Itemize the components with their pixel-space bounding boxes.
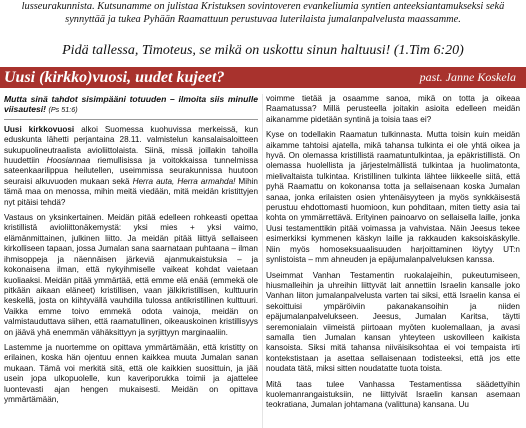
intro-text: lusseurakunnista. Kutsunamme on julistaa Kristuksen sovintoveren evankeliumia syntien anteeksiantamukseksi sekä synnyttää ja tukea Pyhään Raamattuun perustuvaa luterilaista jumalanpalvelusta maassamme. — [21, 1, 505, 25]
paragraph-lead: Uusi kirkkovuosi — [4, 124, 75, 134]
column-divider — [262, 94, 263, 428]
paragraph-text: riemullisissa ja voitokkaissa tunnelmissa sateenkaarilippua heilutellen, useimmissa seurakunnissa huutoon seuraisi alkuvuoden mukaan sekä — [4, 156, 258, 186]
article-title: Uusi (kirkko)vuosi, uudet kujeet? — [4, 69, 225, 86]
article-banner — [0, 67, 526, 88]
paragraph-4: voimme tietää ja osaamme sanoa, mikä on totta ja oikeaa Raamatussa? Millä perusteella joitakin asioita edelleen meidän aikanamme pidetään syntinä ja toisia taas ei? — [266, 94, 520, 124]
paragraph-italic: Hoosiannaa — [46, 156, 91, 166]
paragraph-7: Mitä taas tulee Vanhassa Testamentissa säädettyihin kuolemanrangaistuksiin, ne liittyivät Israelin kansan asemaan teokratiana, Jumalan johtamana (valittuna) kansana. Uu — [266, 379, 520, 410]
quote-reference: (Ps 51:6) — [48, 105, 78, 115]
article-column-left — [4, 94, 258, 428]
motto-verse: Pidä tallessa, Timoteus, se mikä on uskottu sinun haltuusi! (1.Tim 6:20) — [62, 43, 464, 58]
scripture-quote — [4, 94, 258, 120]
paragraph-1 — [4, 125, 258, 208]
paragraph-2: Vastaus on yksinkertainen. Meidän pitää edelleen rohkeasti opettaa kristillistä avioliittonäkemystä: yksi mies + yksi vaimo, elämänmittainen, julkinen liitto. Ja meidän pitää liittyä sellaiseen kirkolliseen tapaan, jossa Jumalan sana saarnataan puhtaana – ilman ihmisoppeja ja näennäisen järkeviä ajanmukaistuksia – ja kokonaisena ilman, että nykyihmiselle vaikeat kohdat vaietaan kuoliaaksi. Meidän pitää ymmärtää, että emme elä enää (emmekä ole pitkään aikaan eläneet) kristillisen, vaan jälkikristillisen, kulttuurin keskellä, josta on kiihtyvällä vauhdilla tulossa antikristillinen kulttuuri. Vaikka emme toivo emmekä odota vainoja, meidän on valmistauduttava siihen, että raamatullinen, oikeauskoinen kristillisyys on jäävä yhä enemmän vähäksittyyn ja syrjittyyn marginaaliin. — [4, 213, 258, 337]
paragraph-text: Mihin tämä maa on menossa, mihin meitä viedään, mitä meidän kristittyjen nyt pitäisi tehdä? — [4, 176, 258, 207]
article-column-right — [266, 94, 520, 428]
paragraph-italic: Herra auta, Herra armahda! — [132, 176, 236, 186]
paragraph-5: Kyse on todellakin Raamatun tulkinnasta. Mutta toisin kuin meidän aikamme tahtoisi ajatella, mikä tahansa tulkinta ei ole yhtä oikea ja hyvä. On olemassa kristillistä raamatuntulkintaa, ja epäkristillistä. On olemassa huolellista ja järjestelmällistä tulkintaa ja huolimatonta, mielivaltaista tulkintaa. Kristillinen tulkinta lähtee liikkeelle siitä, että pyhä Raamattu on kokonansa totta ja sellaisenaan koska Jumalan sanaa, jonka erilaisten osien yhtenäisyyteen ja myös synkkäisestä perustuu ehdottomasti huomioon, kun pohditaan, miten tietty asia tai kohta on ymmärrettävä. Erityinen painoarvo on sellaisella laille, jonka Uusi testamenttikin pitää voimassa ja vahvistaa. Näin Jeesus tekee esimerkiksi kymmenen käskyn laille ja rakkauden kaksoiskäskylle. Niin myös homoseksuaalisuuden harjoittaminen löytyy UT:n synlistoista – mm ahneuden ja epäjumalanpalveluksen kanssa. — [266, 130, 520, 265]
paragraph-3: Lastemme ja nuortemme on opittava ymmärtämään, että kristitty on erilainen, koska hän ojentuu ennen kaikkea muuta Jumalan sanan mukaan. Tämä voi merkitä sitä, että ole kaikkien suosittuin, ja jää usein jopa ulkopuolelle, kun kaveriporukka toimii ja ajattelee luontevasti ajan hengen mukaisesti. Meidän on opittava ymmärtämään, — [4, 342, 258, 404]
paragraph-6: Useimmat Vanhan Testamentin ruokalajeihin, pukeutumiseen, hiusmalleihin ja uhreihin liittyvät lait annettiin Israelin kansalle joko Vanhan liiton jumalanpalvelusta varten tai siksi, että Israelin kansa ei sekoittuisi ympäröiviin pakanakansoihin ja niiden epäjumalanpalvelukseen. Jeesus, Jumalan Karitsa, täytti seremonialain viimeistä piirtoaan myöten kuolemallaan, ja avasi samalla tien Jumalan kansan yhteyteen uskovilleen kaikista kansoista. Siksi mitä tahansa niiväisiksohtaa ei voi tempaista irti kontekstistaan ja asettaa sellaisenaan todisteeksi, että jos ette noudata tätä, miksi sitten noudatatte tuota toista. — [266, 270, 520, 374]
article-author: past. Janne Koskela — [419, 70, 516, 84]
paragraph-text: alkoi Suomessa kuohuvissa merkeissä, kun eduskunta lähetti perjantaina 28.11. valmistelun kansalaisaloitteen sukupuolineutraalista avioliittolaista. Siinä, missä joillakin tahoilla huudettiin — [4, 124, 258, 166]
quote-text: Mutta sinä tahdot sisimpääni totuuden – ilmoita siis minulle viisautesi! — [4, 94, 258, 115]
